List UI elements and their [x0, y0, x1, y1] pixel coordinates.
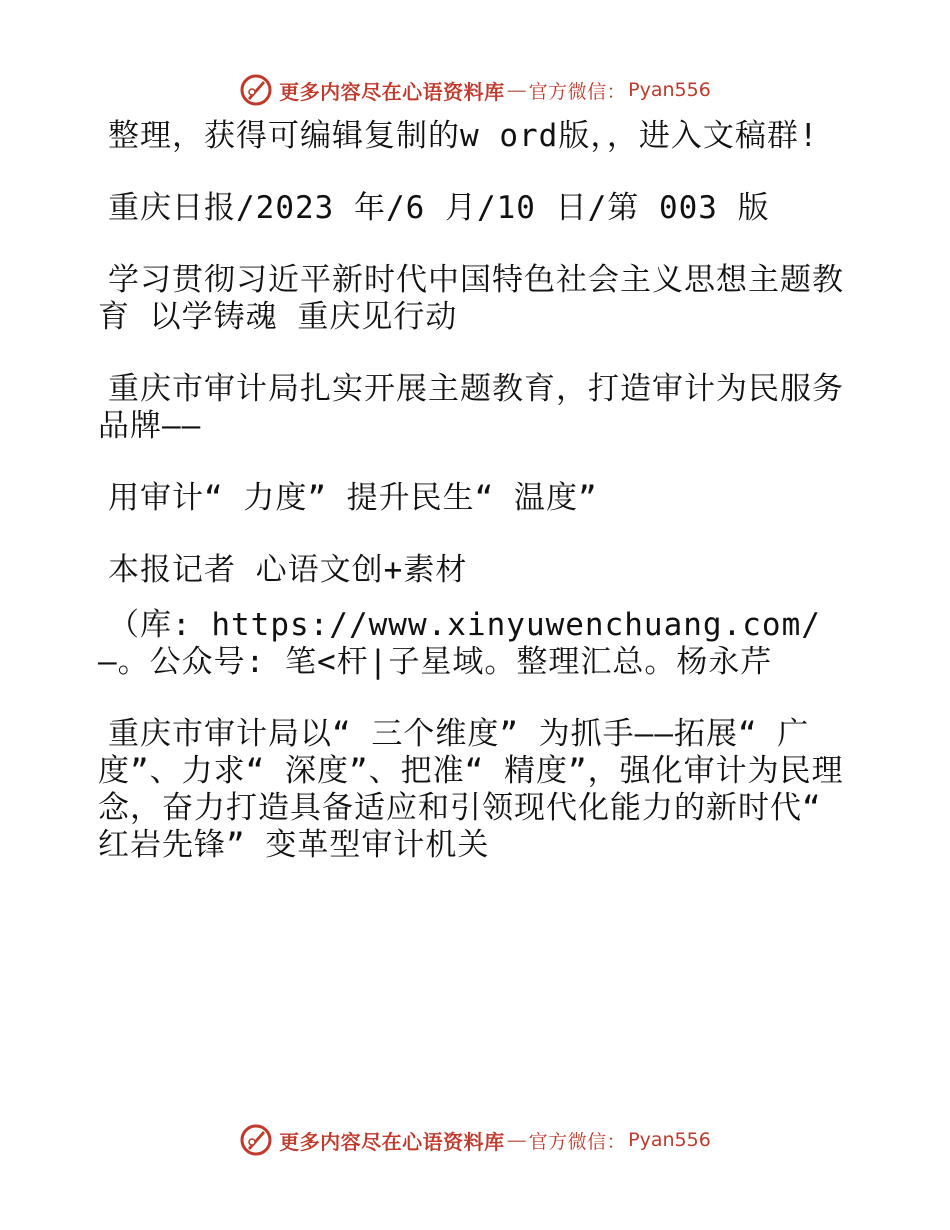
paragraph-source: 重庆日报/2023 年/6 月/10 日/第 003 版: [108, 190, 770, 226]
paragraph-headline: 重庆市审计局扎实开展主题教育，打造审计为民服务品牌——: [98, 371, 844, 444]
header-watermark: [0, 70, 950, 110]
paragraph-intro: 整理，获得可编辑复制的w ord版，，进入文稿群!: [108, 118, 819, 154]
paragraph-series-title: 学习贯彻习近平新时代中国特色社会主义思想主题教育 以学铸魂 重庆见行动: [98, 262, 844, 335]
watermark-dash: —: [506, 1128, 527, 1152]
document-body: [98, 118, 850, 899]
watermark-dash: —: [506, 78, 527, 102]
watermark-contact-label: 官方微信：: [528, 1130, 627, 1153]
footer-watermark: [0, 1120, 950, 1160]
paragraph-body: 重庆市审计局以“ 三个维度” 为抓手——拓展“ 广度”、力求“ 深度”、把准“ 精度”，强化审计为民理念，奋力打造具备适应和引领现代化能力的新时代“ 红岩先锋” 变革型审计机关: [98, 716, 844, 863]
watermark-contact-id: Pyan556: [628, 1129, 711, 1151]
watermark-contact-id: Pyan556: [628, 79, 711, 101]
watermark-contact-label: 官方微信：: [528, 80, 627, 103]
quill-logo-icon: [239, 1123, 273, 1157]
paragraph-subheadline: 用审计“ 力度” 提升民生“ 温度”: [108, 480, 598, 516]
watermark-text: 更多内容尽在心语资料库: [279, 79, 505, 104]
quill-logo-icon: [239, 73, 273, 107]
watermark-text: 更多内容尽在心语资料库: [279, 1129, 505, 1154]
paragraph-source-note: （库: https://www.xinyuwenchuang.com/—。公众号: 笔<杆|子星域。整理汇总。杨永芹: [98, 607, 821, 680]
paragraph-byline: 本报记者 心语文创+素材: [108, 552, 468, 588]
